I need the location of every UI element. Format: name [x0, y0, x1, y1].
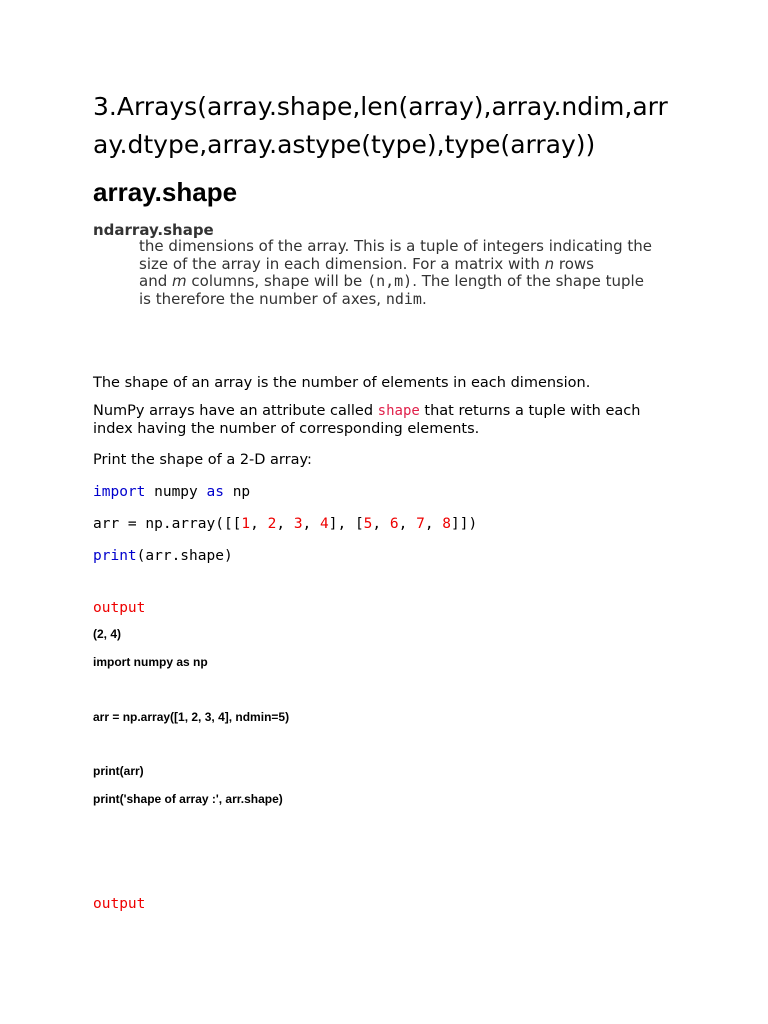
- output-result: (2, 4): [93, 627, 122, 641]
- inline-code-shape: shape: [377, 403, 420, 419]
- doc-text: size of the array in each dimension. For a matrix with: [139, 254, 545, 273]
- code-text: ,: [424, 516, 443, 532]
- doc-desc-line-3: [139, 273, 644, 291]
- code-keyword: print: [93, 548, 137, 564]
- doc-desc-line-2: [139, 256, 594, 274]
- code-text: ,: [302, 516, 321, 532]
- code-text: ]]): [451, 516, 478, 532]
- paragraph-shape-attribute-line-2: index having the number of corresponding elements.: [93, 421, 480, 437]
- doc-text: columns, shape will be: [186, 272, 368, 290]
- code-import-line: [93, 483, 250, 501]
- example-print-line: print(arr): [93, 764, 144, 778]
- code-number: 4: [320, 516, 329, 532]
- code-text: ], [: [328, 516, 364, 532]
- section-heading-line-1: 3.Arrays(array.shape,len(array),array.ndim,arr: [93, 92, 668, 121]
- doc-text: . The length of the shape tuple: [412, 272, 644, 290]
- code-number: 8: [442, 516, 452, 532]
- doc-text: and: [139, 272, 172, 290]
- doc-desc-line-1: the dimensions of the array. This is a tuple of integers indicating the: [139, 237, 652, 255]
- doc-inline-code: (n,m): [367, 272, 413, 290]
- subheading: array.shape: [93, 177, 238, 207]
- code-number: 5: [363, 516, 373, 532]
- code-text: arr = np.array([[: [93, 516, 242, 532]
- code-keyword: as: [206, 484, 224, 500]
- code-number: 6: [389, 516, 399, 532]
- code-number: 7: [416, 516, 425, 532]
- code-text: numpy: [145, 484, 207, 500]
- code-text: ,: [250, 516, 268, 532]
- code-text: (arr.shape): [136, 548, 233, 564]
- code-print-line: [93, 547, 233, 565]
- code-text: ,: [398, 516, 417, 532]
- doc-text: rows: [554, 254, 594, 273]
- code-number: 3: [293, 516, 303, 532]
- paragraph-text: that returns a tuple with each: [419, 403, 641, 419]
- code-array-line: [93, 515, 477, 533]
- paragraph-text: NumPy arrays have an attribute called: [93, 403, 378, 419]
- example-print-shape-line: print('shape of array :', arr.shape): [93, 792, 283, 806]
- paragraph-shape-attribute-line-1: [93, 402, 640, 420]
- code-text: ,: [372, 516, 390, 532]
- code-number: 2: [267, 516, 277, 532]
- doc-italic-m: m: [172, 272, 187, 290]
- code-number: 1: [241, 516, 251, 532]
- example-import-line: import numpy as np: [93, 655, 208, 669]
- doc-inline-code: ndim: [385, 289, 422, 308]
- section-heading-line-2: ay.dtype,array.astype(type),type(array)): [93, 130, 596, 159]
- output-label-2: output: [93, 896, 146, 912]
- doc-text: .: [421, 289, 427, 308]
- example-array-line: arr = np.array([1, 2, 3, 4], ndmin=5): [93, 710, 290, 724]
- doc-italic-n: n: [544, 254, 555, 273]
- paragraph-shape-definition: The shape of an array is the number of elements in each dimension.: [93, 375, 591, 391]
- doc-desc-line-4: [139, 291, 427, 309]
- output-label: output: [93, 600, 146, 616]
- paragraph-print-shape: Print the shape of a 2-D array:: [93, 452, 312, 468]
- code-text: np: [223, 484, 251, 500]
- code-keyword: import: [93, 484, 146, 500]
- doc-text: is therefore the number of axes,: [139, 289, 386, 308]
- code-text: ,: [276, 516, 294, 532]
- doc-term: ndarray.shape: [93, 221, 214, 239]
